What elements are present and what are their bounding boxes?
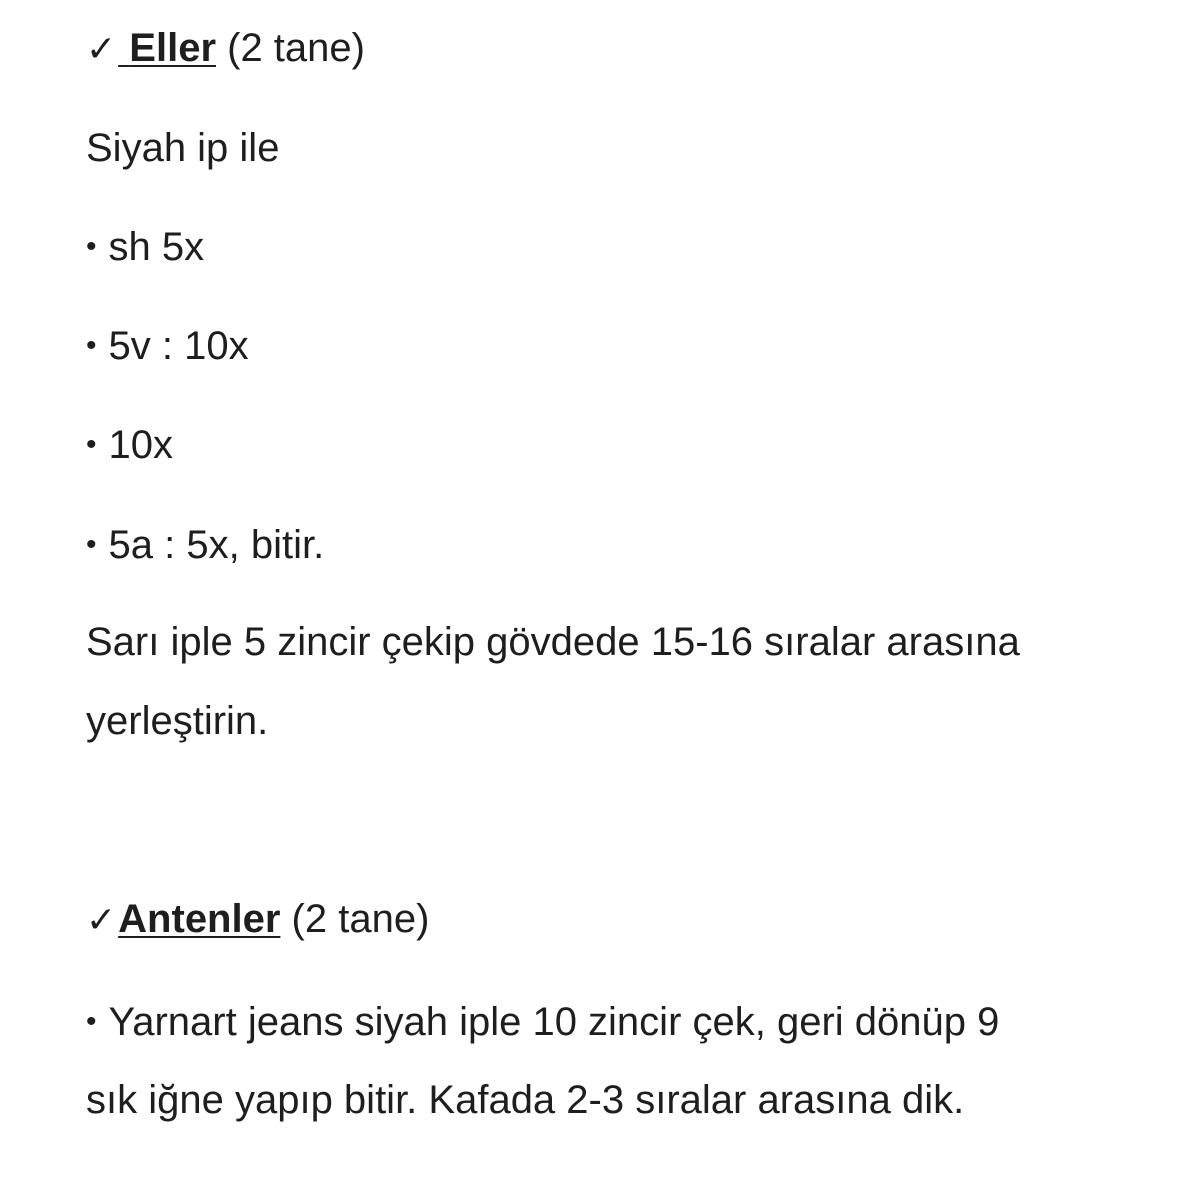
list-item	[86, 322, 249, 374]
list-item-text: Yarnart jeans siyah iple 10 zincir çek, geri dönüp 9	[108, 1000, 1000, 1044]
check-mark-icon: ✓	[86, 900, 117, 941]
section-heading-antenler	[86, 895, 429, 945]
list-item	[86, 421, 173, 473]
check-mark-icon: ✓	[86, 29, 117, 70]
bullet-icon: •	[86, 230, 97, 263]
list-item	[86, 998, 999, 1050]
section-count: (2 tane)	[280, 897, 430, 941]
note-text-line2: yerleştirin.	[86, 699, 269, 743]
list-item	[86, 223, 204, 275]
intro-text: Siyah ip ile	[86, 126, 280, 170]
list-item-text: 10x	[108, 423, 174, 467]
bullet-icon: •	[86, 528, 97, 561]
section-heading-eller	[86, 24, 365, 74]
bullet-icon: •	[86, 329, 97, 362]
list-item-text: 5a : 5x, bitir.	[108, 523, 325, 567]
list-item-text: 5v : 10x	[108, 324, 249, 368]
section-title: Antenler	[118, 897, 281, 941]
note-text-line1: Sarı iple 5 zincir çekip gövdede 15-16 sıralar arasına	[86, 620, 1020, 664]
list-item-continuation: sık iğne yapıp bitir. Kafada 2-3 sıralar arasına dik.	[86, 1078, 965, 1122]
section-title: Eller	[129, 26, 217, 70]
section-count: (2 tane)	[216, 26, 365, 70]
list-item-text: sh 5x	[108, 225, 205, 269]
bullet-icon: •	[86, 428, 97, 461]
list-item	[86, 521, 324, 573]
bullet-icon: •	[86, 1005, 97, 1038]
